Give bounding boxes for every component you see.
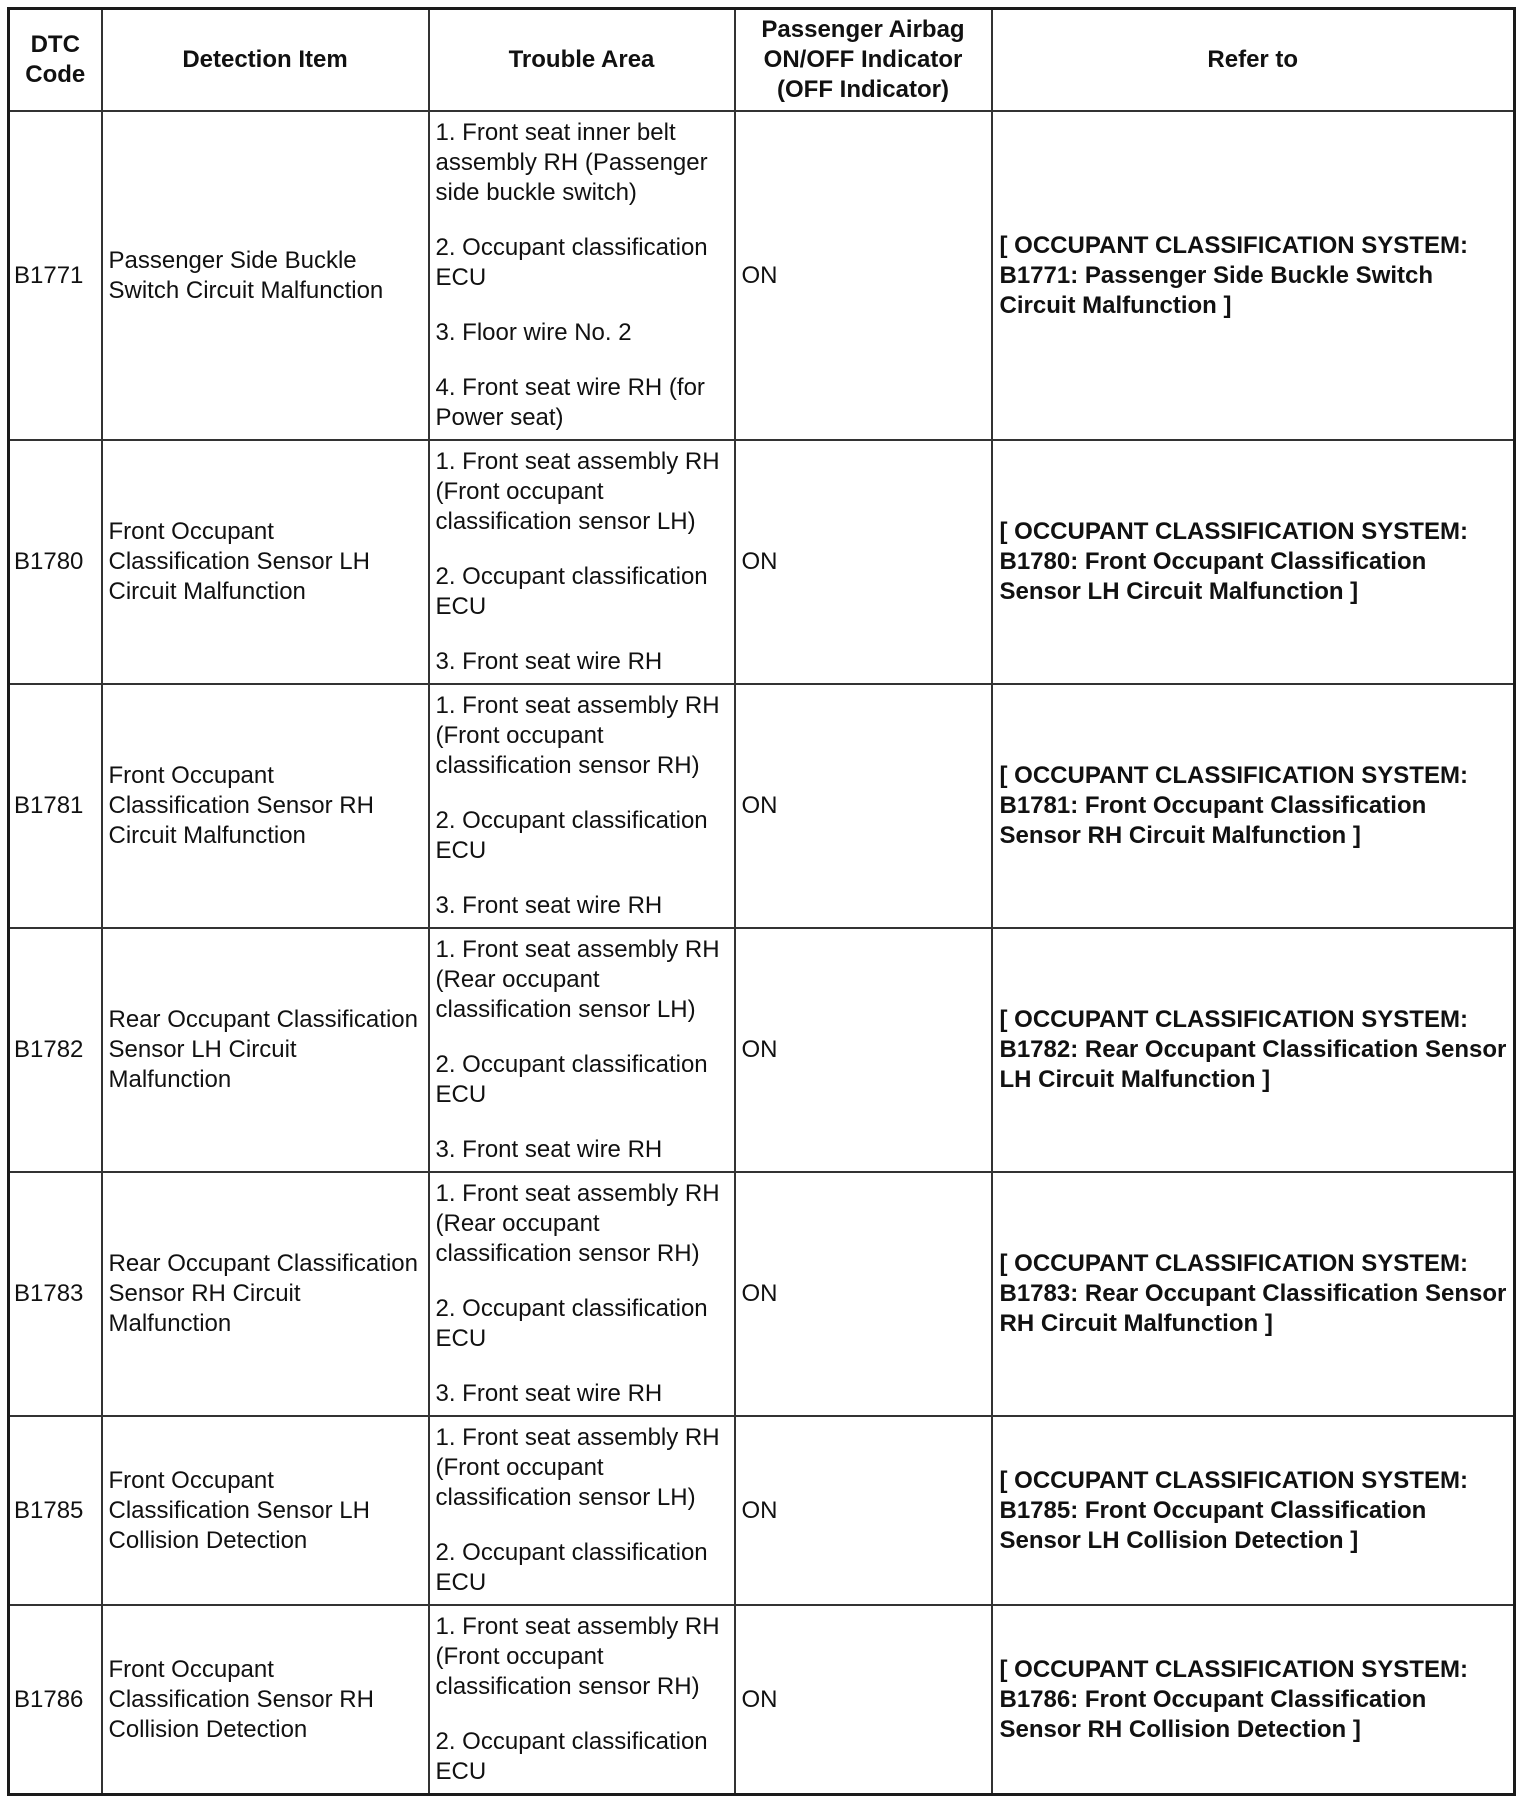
dtc-code-cell: B1783 <box>9 1172 102 1416</box>
trouble-area-item: 1. Front seat assembly RH (Rear occupant classification sensor LH) <box>435 936 720 1023</box>
header-detection-item: Detection Item <box>102 9 429 112</box>
header-indicator: Passenger Airbag ON/OFF Indicator (OFF Indicator) <box>735 9 992 112</box>
detection-item-cell: Rear Occupant Classification Sensor LH Circuit Malfunction <box>102 928 429 1172</box>
indicator-cell: ON <box>735 1172 992 1416</box>
header-trouble-area: Trouble Area <box>429 9 735 112</box>
trouble-area-cell <box>429 1605 735 1795</box>
trouble-area-item: 2. Occupant classification ECU <box>435 234 708 291</box>
table-row <box>9 1605 1515 1795</box>
detection-item-cell: Front Occupant Classification Sensor RH Collision Detection <box>102 1605 429 1795</box>
dtc-table <box>7 7 1516 1796</box>
trouble-area-item: 2. Occupant classification ECU <box>435 1728 708 1785</box>
table-row <box>9 111 1515 440</box>
refer-to-cell: [ OCCUPANT CLASSIFICATION SYSTEM: B1782: Rear Occupant Classification Sensor LH Circuit Malfunction ] <box>992 928 1515 1172</box>
table-row <box>9 1172 1515 1416</box>
trouble-area-cell <box>429 1416 735 1605</box>
indicator-cell: ON <box>735 1416 992 1605</box>
indicator-cell: ON <box>735 111 992 440</box>
trouble-area-item: 3. Front seat wire RH <box>435 892 663 919</box>
trouble-area-item: 4. Front seat wire RH (for Power seat) <box>435 374 705 431</box>
indicator-cell: ON <box>735 928 992 1172</box>
indicator-cell: ON <box>735 1605 992 1795</box>
trouble-area-cell <box>429 928 735 1172</box>
detection-item-cell: Front Occupant Classification Sensor LH Circuit Malfunction <box>102 440 429 684</box>
refer-to-cell: [ OCCUPANT CLASSIFICATION SYSTEM: B1785: Front Occupant Classification Sensor LH Collision Detection ] <box>992 1416 1515 1605</box>
trouble-area-item: 2. Occupant classification ECU <box>435 1539 708 1596</box>
table-row <box>9 684 1515 928</box>
dtc-code-cell: B1781 <box>9 684 102 928</box>
detection-item-cell: Front Occupant Classification Sensor RH Circuit Malfunction <box>102 684 429 928</box>
detection-item-cell: Passenger Side Buckle Switch Circuit Malfunction <box>102 111 429 440</box>
refer-to-cell: [ OCCUPANT CLASSIFICATION SYSTEM: B1780: Front Occupant Classification Sensor LH Circuit Malfunction ] <box>992 440 1515 684</box>
refer-to-cell: [ OCCUPANT CLASSIFICATION SYSTEM: B1781: Front Occupant Classification Sensor RH Circuit Malfunction ] <box>992 684 1515 928</box>
refer-to-cell: [ OCCUPANT CLASSIFICATION SYSTEM: B1771: Passenger Side Buckle Switch Circuit Malfunction ] <box>992 111 1515 440</box>
dtc-code-cell: B1786 <box>9 1605 102 1795</box>
trouble-area-item: 1. Front seat assembly RH (Front occupant classification sensor RH) <box>435 1613 720 1700</box>
trouble-area-item: 1. Front seat assembly RH (Front occupant classification sensor LH) <box>435 448 720 535</box>
trouble-area-cell <box>429 684 735 928</box>
header-refer-to: Refer to <box>992 9 1515 112</box>
trouble-area-cell <box>429 111 735 440</box>
table-row <box>9 928 1515 1172</box>
dtc-code-cell: B1782 <box>9 928 102 1172</box>
trouble-area-item: 1. Front seat assembly RH (Front occupant classification sensor RH) <box>435 692 720 779</box>
refer-to-cell: [ OCCUPANT CLASSIFICATION SYSTEM: B1786: Front Occupant Classification Sensor RH Collision Detection ] <box>992 1605 1515 1795</box>
indicator-cell: ON <box>735 440 992 684</box>
trouble-area-item: 1. Front seat assembly RH (Rear occupant classification sensor RH) <box>435 1180 720 1267</box>
trouble-area-item: 2. Occupant classification ECU <box>435 563 708 620</box>
refer-to-cell: [ OCCUPANT CLASSIFICATION SYSTEM: B1783: Rear Occupant Classification Sensor RH Circuit Malfunction ] <box>992 1172 1515 1416</box>
trouble-area-item: 3. Floor wire No. 2 <box>435 319 632 346</box>
trouble-area-item: 3. Front seat wire RH <box>435 1136 663 1163</box>
header-dtc-code: DTC Code <box>9 9 102 112</box>
trouble-area-cell <box>429 1172 735 1416</box>
table-row <box>9 1416 1515 1605</box>
trouble-area-item: 1. Front seat assembly RH (Front occupant classification sensor LH) <box>435 1424 720 1511</box>
detection-item-cell: Rear Occupant Classification Sensor RH Circuit Malfunction <box>102 1172 429 1416</box>
trouble-area-item: 2. Occupant classification ECU <box>435 1051 708 1108</box>
dtc-code-cell: B1771 <box>9 111 102 440</box>
table-row <box>9 440 1515 684</box>
trouble-area-item: 3. Front seat wire RH <box>435 648 663 675</box>
trouble-area-item: 3. Front seat wire RH <box>435 1380 663 1407</box>
trouble-area-item: 2. Occupant classification ECU <box>435 1295 708 1352</box>
trouble-area-item: 1. Front seat inner belt assembly RH (Passenger side buckle switch) <box>435 119 708 206</box>
header-row <box>9 9 1515 112</box>
dtc-code-cell: B1785 <box>9 1416 102 1605</box>
indicator-cell: ON <box>735 684 992 928</box>
detection-item-cell: Front Occupant Classification Sensor LH Collision Detection <box>102 1416 429 1605</box>
trouble-area-item: 2. Occupant classification ECU <box>435 807 708 864</box>
trouble-area-cell <box>429 440 735 684</box>
dtc-code-cell: B1780 <box>9 440 102 684</box>
